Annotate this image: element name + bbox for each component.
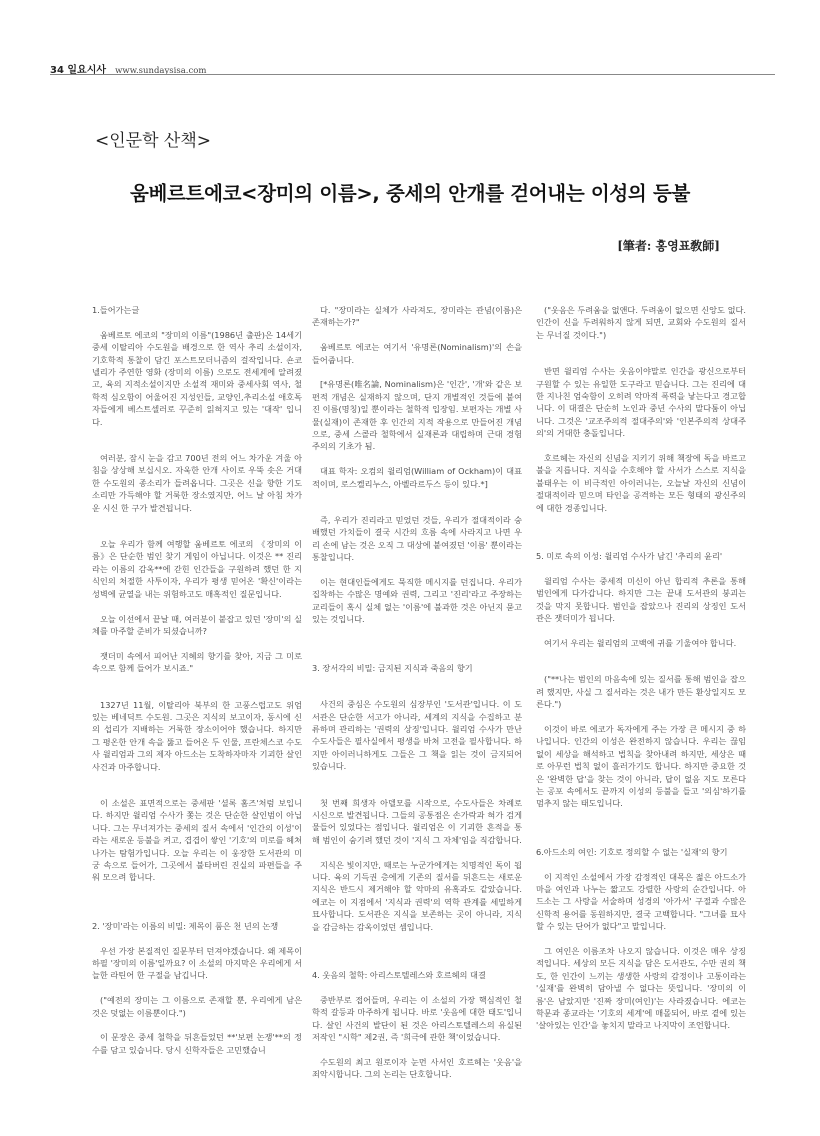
article-column-1 (92, 304, 302, 1069)
page-header (50, 58, 775, 76)
paragraph: 수도원의 최고 원로이자 눈먼 사서인 호르헤는 '웃음'을 죄악시합니다. 그의 논리는 단호합니다. (312, 1056, 522, 1080)
paragraph: 이것이 바로 에코가 독자에게 주는 가장 큰 메시지 중 하나입니다. 인간의 이성은 완전하지 않습니다. 우리는 끊임없이 세상을 해석하고 법칙을 찾아내려 하지만, 세상은 때로 아무런 법칙 없이 흘러가기도 합니다. 하지만 중요한 것은 '완벽한 답'을 찾는 것이 아니라, 답이 없음 지도 모른다는 공포 속에서도 끝까지 이성의 등불을 들고 '의심'하기를 멈추지 않는 태도입니다. (536, 723, 746, 809)
paragraph: 여기서 우리는 윌리엄의 고백에 귀를 기울여야 합니다. (544, 637, 737, 648)
paragraph: 우선 가장 본질적인 질문부터 던져야겠습니다. 왜 제목이 하필 '장미의 이름'일까요? 이 소설의 마지막은 우리에게 서늘한 라틴어 한 구절을 남깁니다. (92, 945, 302, 981)
article-column-2 (312, 304, 522, 1093)
paragraph: 여러분, 잠시 눈을 감고 700년 전의 어느 차가운 겨울 아침을 상상해 보십시오. 자욱한 안개 사이로 우뚝 솟은 거대한 수도원의 종소리가 들려옵니다. 그곳은 신을 향한 기도 소리만 가득해야 할 거룩한 장소였지만, 어느 날 아침 차가운 시신 한 구가 발견됩니다. (92, 453, 302, 513)
paragraph: 지식은 빛이지만, 때로는 누군가에게는 치명적인 독이 됩니다. 육의 기득권 층에게 기존의 질서를 뒤흔드는 새로운 지식은 반드시 제거해야 할 악마의 유혹과도 같았습니다. 에코는 이 지점에서 '지식과 권력'의 역학 관계를 세밀하게 묘사합니다. 도서관은 지식을 보존하는 곳이 아니라, 지식을 감금하는 감옥이었던 셈입니다. (312, 859, 522, 932)
paragraph: 이는 현대인들에게도 묵직한 메시지를 던집니다. 우리가 집착하는 수많은 명예와 권력, 그리고 '진리'라고 주장하는 교리들이 혹시 실체 없는 '이름'에 불과한 것은 아닌지 묻고 있는 것입니다. (312, 577, 522, 625)
header-rule (50, 74, 775, 75)
section-heading: 2. '장미'라는 이름의 비밀: 제목이 품은 천 년의 논쟁 (92, 920, 279, 931)
paragraph: ("**나는 범인의 마음속에 있는 질서를 통해 범인을 잡으려 했지만, 사실 그 질서라는 것은 내가 만든 환상일지도 모른다.") (536, 674, 746, 710)
paragraph: 호르헤는 자신의 신념을 지키기 위해 책장에 독을 바르고 불을 지릅니다. 지식을 수호해야 할 사서가 스스로 지식을 불태우는 이 비극적인 아이러니는, 오늘날 자신의 신념이 절대적이라 믿으며 타인을 공격하는 모든 형태의 광신주의에 대한 경종입니다. (536, 453, 746, 513)
paragraph: 다. "장미라는 실체가 사라져도, 장미라는 관념(이름)은 존재하는가?" (312, 305, 522, 328)
paragraph: 대표 학자: 오컴의 윌리엄(William of Ockham)이 대표적이며, 로스켈리누스, 아벨라르두스 등이 있다.*] (312, 466, 522, 489)
article-column-3 (536, 304, 746, 1044)
byline: [筆者: 홍영표敎師] (617, 239, 720, 253)
paragraph: 이 문장은 중세 철학을 뒤흔들었던 **'보편 논쟁'**의 정수를 담고 있습니다. 당시 신학자들은 고민했습니 (92, 1032, 302, 1055)
section-heading: 3. 장서각의 비밀: 금지된 지식과 죽음의 향기 (312, 662, 473, 673)
paragraph: 첫 번째 희생자 아델모를 시작으로, 수도사들은 차례로 시신으로 발견됩니다. 그들의 공통점은 손가락과 혀가 검게 물들어 있었다는 점입니다. 윌리엄은 이 기괴한 흔적을 통해 범인이 숨기려 했던 것이 '지식 그 자체'임을 직감합니다. (312, 797, 522, 845)
paragraph: 잿더미 속에서 피어난 지혜의 향기를 찾아, 지금 그 미로 속으로 함께 들어가 보시죠." (92, 650, 302, 674)
section-heading: 4. 웃음의 철학: 아리스토텔레스와 호르헤의 대결 (312, 969, 486, 980)
paragraph: 1327년 11월, 이탈리아 북부의 한 고풍스럽고도 위엄 있는 베네딕트 수도원. 그곳은 지식의 보고이자, 동시에 신의 섭리가 지배하는 거룩한 장소이어야 했습니다. 하지만 그 평온한 안개 속을 뚫고 들어온 두 인물, 프란체스코 수도사 윌리엄과 그의 제자 아드소는 도착하자마자 기괴한 살인 사건과 마주합니다. (92, 699, 302, 772)
website-url: www.sundaysisa.com (115, 66, 207, 76)
paragraph: 오늘 이선에서 끝날 때, 여러분이 붙잡고 있던 '장미'의 실체를 마주할 준비가 되셨습니까? (92, 613, 302, 636)
paragraph: [*유명론(唯名論, Nominalism)은 '인간', '개'와 같은 보편적 개념은 실재하지 않으며, 단지 개별적인 것들에 붙여진 이름(명칭)일 뿐이라는 철학적 입장임. 보편자는 개별 사물(실재)이 존재한 후 인간의 지적 작용으로 만들어진 개념으로, 중세 스콜라 철학에서 실재론과 대립하며 근대 경험주의의 기초가 됨. (312, 379, 522, 452)
paragraph: 그 여인은 이름조차 나오지 않습니다. 이것은 매우 상징적입니다. 세상의 모든 지식을 담은 도서관도, 수만 권의 책도, 한 인간이 느끼는 생생한 사랑의 감정이나 고통이라는 '실재'를 완벽히 담아낼 수 없다는 뜻입니다. '장미의 이름'은 남았지만 '진짜 장미(여인)'는 사라졌습니다. 에코는 학문과 종교라는 '기호의 세계'에 매몰되어, 바로 곁에 있는 '살아있는 인간'을 놓치지 말라고 나지막이 조언합니다. (536, 945, 746, 1031)
paragraph: 반면 윌리엄 수사는 웃음이야말로 인간을 광신으로부터 구원할 수 있는 유일한 도구라고 믿습니다. 그는 진리에 대한 지나친 엄숙함이 오히려 악마적 폭력을 낳는다고 경고합니다. 이 대결은 단순히 노인과 중년 수사의 말다툼이 아닙니다. 그것은 '교조주의적 절대주의'와 '인본주의적 상대주의'의 거대한 충돌입니다. (536, 366, 746, 439)
section-heading: 5. 미로 속의 이성: 윌리엄 수사가 남긴 '추리의 윤리' (536, 551, 723, 562)
paragraph: 이 소설은 표면적으로는 중세판 '셜록 홈즈'처럼 보입니다. 하지만 윌리엄 수사가 쫓는 것은 단순한 살인범이 아닙니다. 그는 무너져가는 중세의 질서 속에서 '인간의 이성'이라는 새로운 등불을 켜고, 겹겹이 쌓인 '기호'의 미로를 헤쳐 나가는 탐험가입니다. 오늘 우리는 이 웅장한 도서관의 미궁 속으로 들어가, 그곳에서 불타버린 진실의 파편들을 주워 모으려 합니다. (92, 797, 302, 883)
paragraph: 중반부로 접어들며, 우리는 이 소설의 가장 핵심적인 철학적 갈등과 마주하게 됩니다. 바로 '웃음에 대한 태도'입니다. 살인 사건의 발단이 된 것은 아리스토텔레스의 유실된 저작인 "시학" 제2권, 즉 '희극에 관한 책'이었습니다. (312, 994, 522, 1042)
section-label: <인문학 산책> (95, 131, 212, 151)
paragraph: 윌리엄 수사는 중세적 미신이 아닌 합리적 추론을 통해 범인에게 다가갑니다. 하지만 그는 끝내 도서관의 붕괴는 것을 막지 못합니다. 범인을 잡았으나 진리의 상징인 도서관은 잿더미가 됩니다. (536, 575, 746, 624)
article-title: 움베르트에코<장미의 이름>, 중세의 안개를 걷어내는 이성의 등불 (129, 182, 691, 205)
page-number: 34 일요시사 (50, 65, 107, 76)
section-heading: 6.아드소의 여인: 기호로 정의할 수 없는 '실재'의 향기 (536, 846, 728, 857)
paragraph: ("웃음은 두려움을 없앤다. 두려움이 없으면 신앙도 없다. 인간이 신을 두려워하지 않게 되면, 교회와 수도원의 질서는 무너질 것이다.") (536, 305, 746, 340)
paragraph: ("예전의 장미는 그 이름으로 존재할 뿐, 우리에게 남은 것은 덧없는 이름뿐이다.") (92, 995, 302, 1018)
paragraph: 즉, 우리가 진리라고 믿었던 것들, 우리가 절대적이라 숭배했던 가치들이 결국 시간의 흐름 속에 사라지고 나면 우리 손에 남는 것은 오직 그 대상에 붙여졌던 '이름' 뿐이라는 통찰입니다. (312, 515, 522, 563)
section-heading: 1.들어가는글 (92, 305, 140, 315)
paragraph: 움베르토 에코는 여기서 '유명론(Nominalism)'의 손을 들어줍니다. (312, 342, 522, 365)
paragraph: 움베르토 에코의 "장미의 이름"(1986년 출판)은 14세기 중세 이탈리아 수도원을 배경으로 한 역사 추리 소설이자, 기호학적 통찰이 담긴 포스트모더니즘의 걸작입니다. 숀코넬리가 주연한 영화 (장미의 이름) 으로도 전세계에 알려졌고, 육의 지적소설이지만 소설적 재미와 중세사회 역사, 철학적 심오함이 어울어진 지성인들, 교양인,추리소설 애호독자들에게 베스트셀러로 꾸준히 읽혀지고 있는 '대작' 입니다. (92, 329, 302, 427)
paragraph: 사건의 중심은 수도원의 심장부인 '도서관'입니다. 이 도서관은 단순한 서고가 아니라, 세계의 지식을 수집하고 분류하며 관리하는 '권력의 상징'입니다. 윌리엄 수사가 만난 수도사들은 필사실에서 평생을 바쳐 고전을 필사합니다. 하지만 아이러니하게도 그들은 그 책을 읽는 것이 금지되어 있습니다. (312, 699, 522, 772)
paragraph: 오늘 우리가 함께 여행할 움베르토 에코의 《장미의 이름》은 단순한 범인 찾기 게임이 아닙니다. 이것은 ** 진리라는 이름의 감옥**에 갇힌 인간들을 구원하려 했던 한 지식인의 처절한 사투이자, 우리가 평생 믿어온 '확신'이라는 성벽에 균열을 내는 위험하고도 매혹적인 질문입니다. (92, 539, 302, 599)
paragraph: 이 지적인 소설에서 가장 감정적인 대목은 젊은 아드소가 마을 여인과 나누는 짧고도 강렬한 사랑의 순간입니다. 아드소는 그 사랑을 서술하며 성경의 '아가서' 구절과 수많은 신학적 용어를 동원하지만, 결국 고백합니다. "그녀를 묘사할 수 있는 단어가 없다"고 말입니다. (536, 871, 746, 932)
